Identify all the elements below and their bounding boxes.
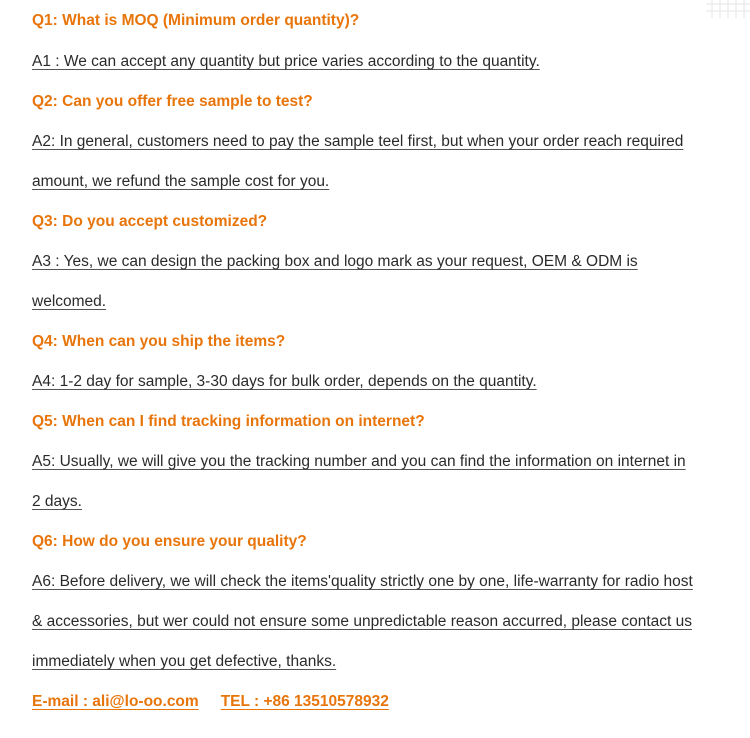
faq-question-1: Q1: What is MOQ (Minimum order quantity)? — [32, 12, 360, 29]
corner-grid-decoration — [706, 0, 750, 18]
contact-tel[interactable]: TEL : +86 13510578932 — [220, 693, 389, 710]
faq-answer-3-line-1: A3 : Yes, we can design the packing box and logo mark as your request, OEM & ODM is — [32, 253, 638, 270]
faq-question-5: Q5: When can I find tracking information on internet? — [32, 413, 425, 430]
faq-answer-1-line-1: A1 : We can accept any quantity but price varies according to the quantity. — [32, 53, 540, 70]
faq-answer-6-line-1: A6: Before delivery, we will check the items'quality strictly one by one, life-warranty for radio host — [32, 573, 693, 590]
contact-email[interactable]: E-mail : ali@lo-oo.com — [32, 693, 199, 710]
faq-answer-2-line-2: amount, we refund the sample cost for you. — [32, 173, 330, 190]
faq-answer-5-line-1: A5: Usually, we will give you the tracking number and you can find the information on internet in — [32, 453, 686, 470]
faq-answer-6-line-2: & accessories, but wer could not ensure some unpredictable reason accurred, please contact us — [32, 613, 692, 630]
faq-answer-2-line-1: A2: In general, customers need to pay the sample teel first, but when your order reach required — [32, 133, 684, 150]
faq-answer-4-line-1: A4: 1-2 day for sample, 3-30 days for bulk order, depends on the quantity. — [32, 373, 537, 390]
faq-question-6: Q6: How do you ensure your quality? — [32, 533, 307, 550]
faq-question-3: Q3: Do you accept customized? — [32, 213, 268, 230]
faq-question-4: Q4: When can you ship the items? — [32, 333, 286, 350]
faq-answer-3-line-2: welcomed. — [32, 293, 107, 310]
faq-answer-5-line-2: 2 days. — [32, 493, 82, 510]
faq-answer-6-line-3: immediately when you get defective, thanks. — [32, 653, 337, 670]
faq-question-2: Q2: Can you offer free sample to test? — [32, 93, 313, 110]
contact-line — [32, 692, 389, 712]
